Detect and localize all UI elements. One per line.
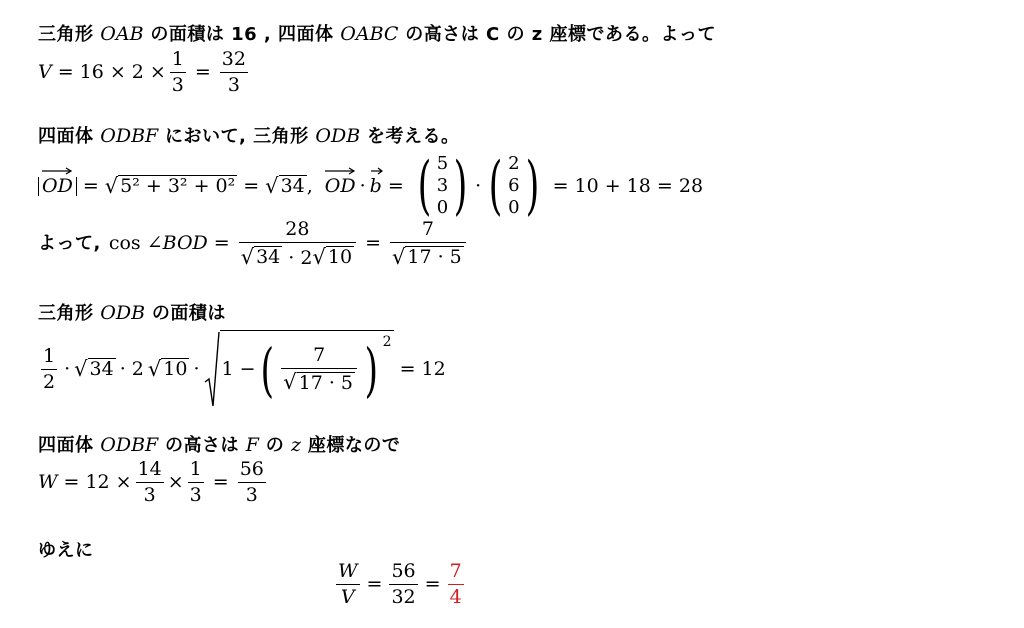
- sqrt-sum-squares: √ 5² + 3² + 0²: [104, 173, 236, 198]
- vector-arrow-icon: [42, 167, 72, 175]
- fraction-28-over: 28 √ 34 · 2 √ 10: [239, 220, 356, 268]
- abs-od: OD: [38, 177, 77, 196]
- equation-final-ratio: $\frac{W}{V}$ = $\frac{56}{32}$ = $\frac{7}{4}$: [338, 560, 462, 608]
- answer-fraction: $\frac{7}{4}$: [449, 560, 462, 608]
- equation-od-length-and-dot: OD = √ 5² + 3² + 0² = √ 34 , OD · b = ( 5 3 0 ) · ( 2 6 0 ) = 10 + 18 = 28: [38, 153, 703, 219]
- fraction-32-3: $\frac{32}{3}$: [221, 48, 246, 96]
- text-line-1: 三角形 OAB の面積は 16 , 四面体 OABC の高さは C の z 座標である。よって: [38, 23, 716, 45]
- fraction-7-over: 7 √ 17 · 5: [390, 220, 466, 268]
- column-vector-b: ( 2 6 0 ): [488, 149, 539, 223]
- equation-volume-w: W = 12 × $\frac{14}{3}$ × $\frac{1}{3}$ = $\frac{56}{3}$: [38, 458, 264, 506]
- text-line-10: ゆえに: [38, 540, 94, 561]
- equation-cos-bod: よって, cos ∠ BOD = 28 √ 34 · 2 √ 10 = 7 √ 17 · 5: [38, 220, 469, 268]
- fraction-one-half: $\frac{1}{2}$: [43, 344, 56, 393]
- equation-area-odb: $\frac{1}{2}$ · √ 34 · 2 √ 10 · 1 − ( 7 √ 17 · 5 ) $^2$ = 12: [38, 330, 446, 408]
- equation-volume-v: V = 16 × 2 × $\frac{1}{3}$ = $\frac{32}{3}$: [38, 48, 246, 96]
- text-line-3: 四面体 ODBF において, 三角形 ODB を考える。: [38, 125, 460, 147]
- text-line-6: 三角形 ODB の面積は: [38, 302, 226, 324]
- sqrt-34: √ 34: [265, 173, 305, 198]
- sqrt-one-minus-square: 1 − ( 7 √ 17 · 5 ) $^2$: [204, 330, 394, 408]
- column-vector-od: ( 5 3 0 ): [417, 149, 468, 223]
- fraction-one-third: $\frac{1}{3}$: [171, 48, 184, 96]
- text-line-8: 四面体 ODBF の高さは F の z 座標なので: [38, 434, 401, 456]
- vector-arrow-icon: [371, 167, 383, 175]
- vector-arrow-icon: [325, 167, 355, 175]
- radical-sign-icon: [204, 330, 220, 408]
